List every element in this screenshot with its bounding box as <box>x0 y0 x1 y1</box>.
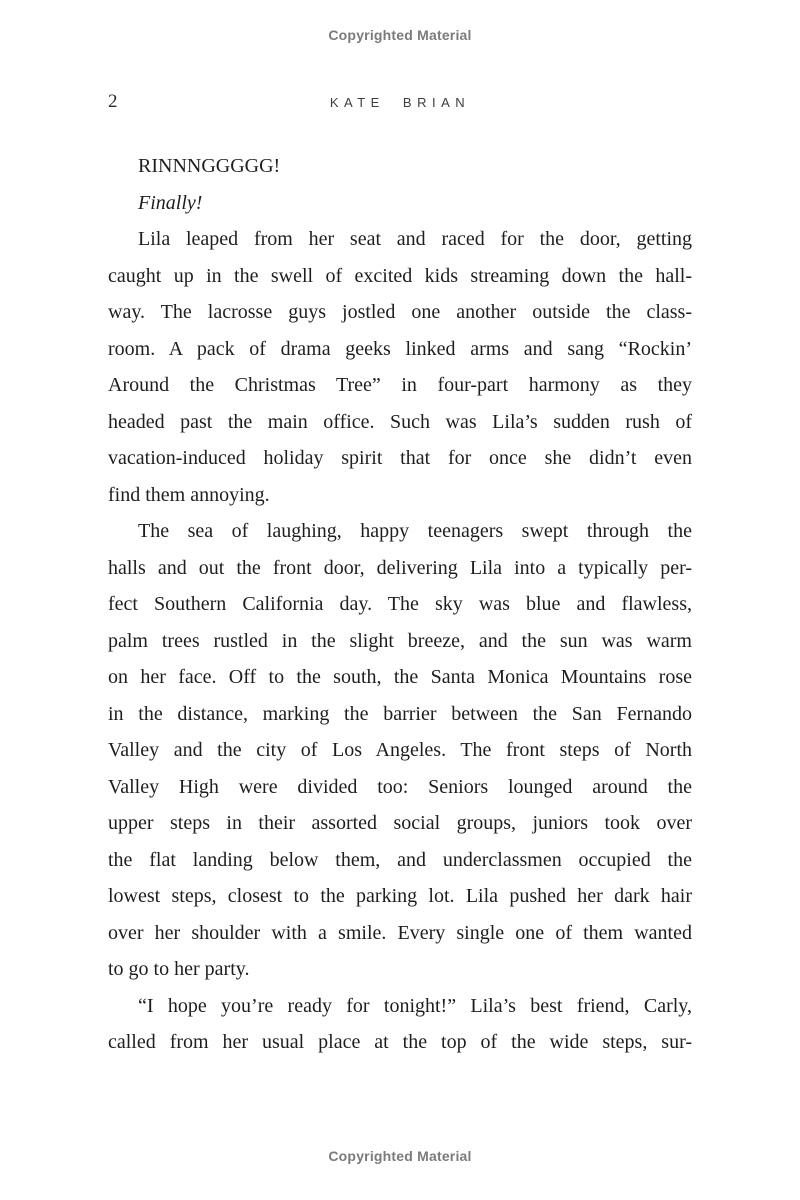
text-line: lowest steps, closest to the parking lot. Lila pushed her dark hair <box>108 885 692 907</box>
text-line: find them annoying. <box>108 483 270 506</box>
paragraph <box>108 513 692 988</box>
paragraph <box>108 148 692 185</box>
copyright-notice-top: Copyrighted Material <box>328 27 472 43</box>
text-line: Around the Christmas Tree” in four-part harmony as they <box>108 374 692 396</box>
text-line: on her face. Off to the south, the Santa Monica Mountains rose <box>108 666 692 688</box>
paragraph <box>108 988 692 1061</box>
text-line: palm trees rustled in the slight breeze, and the sun was warm <box>108 629 692 652</box>
text-line: Lila leaped from her seat and raced for the door, getting <box>138 228 692 250</box>
text-line: Valley High were divided too: Seniors lounged around the <box>108 775 692 798</box>
text-line: in the distance, marking the barrier between the San Fernando <box>108 702 692 725</box>
text-line: to go to her party. <box>108 958 250 980</box>
text-line: fect Southern California day. The sky was blue and flawless, <box>108 593 692 615</box>
text-line: Finally! <box>138 191 203 214</box>
text-line: halls and out the front door, delivering Lila into a typically per- <box>108 556 692 579</box>
running-head-author: KATE BRIAN <box>329 95 471 110</box>
text-line: the flat landing below them, and underclassmen occupied the <box>108 848 692 871</box>
text-line: vacation-induced holiday spirit that for once she didn’t even <box>108 447 692 469</box>
text-line: called from her usual place at the top of the wide steps, sur- <box>108 1031 692 1053</box>
text-line: “I hope you’re ready for tonight!” Lila’s best friend, Carly, <box>138 994 692 1017</box>
paragraph <box>108 221 692 513</box>
text-line: caught up in the swell of excited kids streaming down the hall- <box>108 264 692 287</box>
copyright-notice-bottom: Copyrighted Material <box>328 1148 472 1164</box>
paragraph <box>108 185 692 222</box>
text-line: Valley and the city of Los Angeles. The front steps of North <box>108 739 692 761</box>
text-line: way. The lacrosse guys jostled one another outside the class- <box>108 301 692 323</box>
page-number: 2 <box>108 91 118 112</box>
text-line: The sea of laughing, happy teenagers swept through the <box>138 520 692 542</box>
text-line: room. A pack of drama geeks linked arms and sang “Rockin’ <box>108 337 692 360</box>
text-line: upper steps in their assorted social groups, juniors took over <box>108 812 692 834</box>
text-line: headed past the main office. Such was Lila’s sudden rush of <box>108 410 692 433</box>
body-text <box>108 148 692 1061</box>
text-line: RINNNGGGGG! <box>138 155 281 177</box>
text-line: over her shoulder with a smile. Every single one of them wanted <box>108 921 692 944</box>
